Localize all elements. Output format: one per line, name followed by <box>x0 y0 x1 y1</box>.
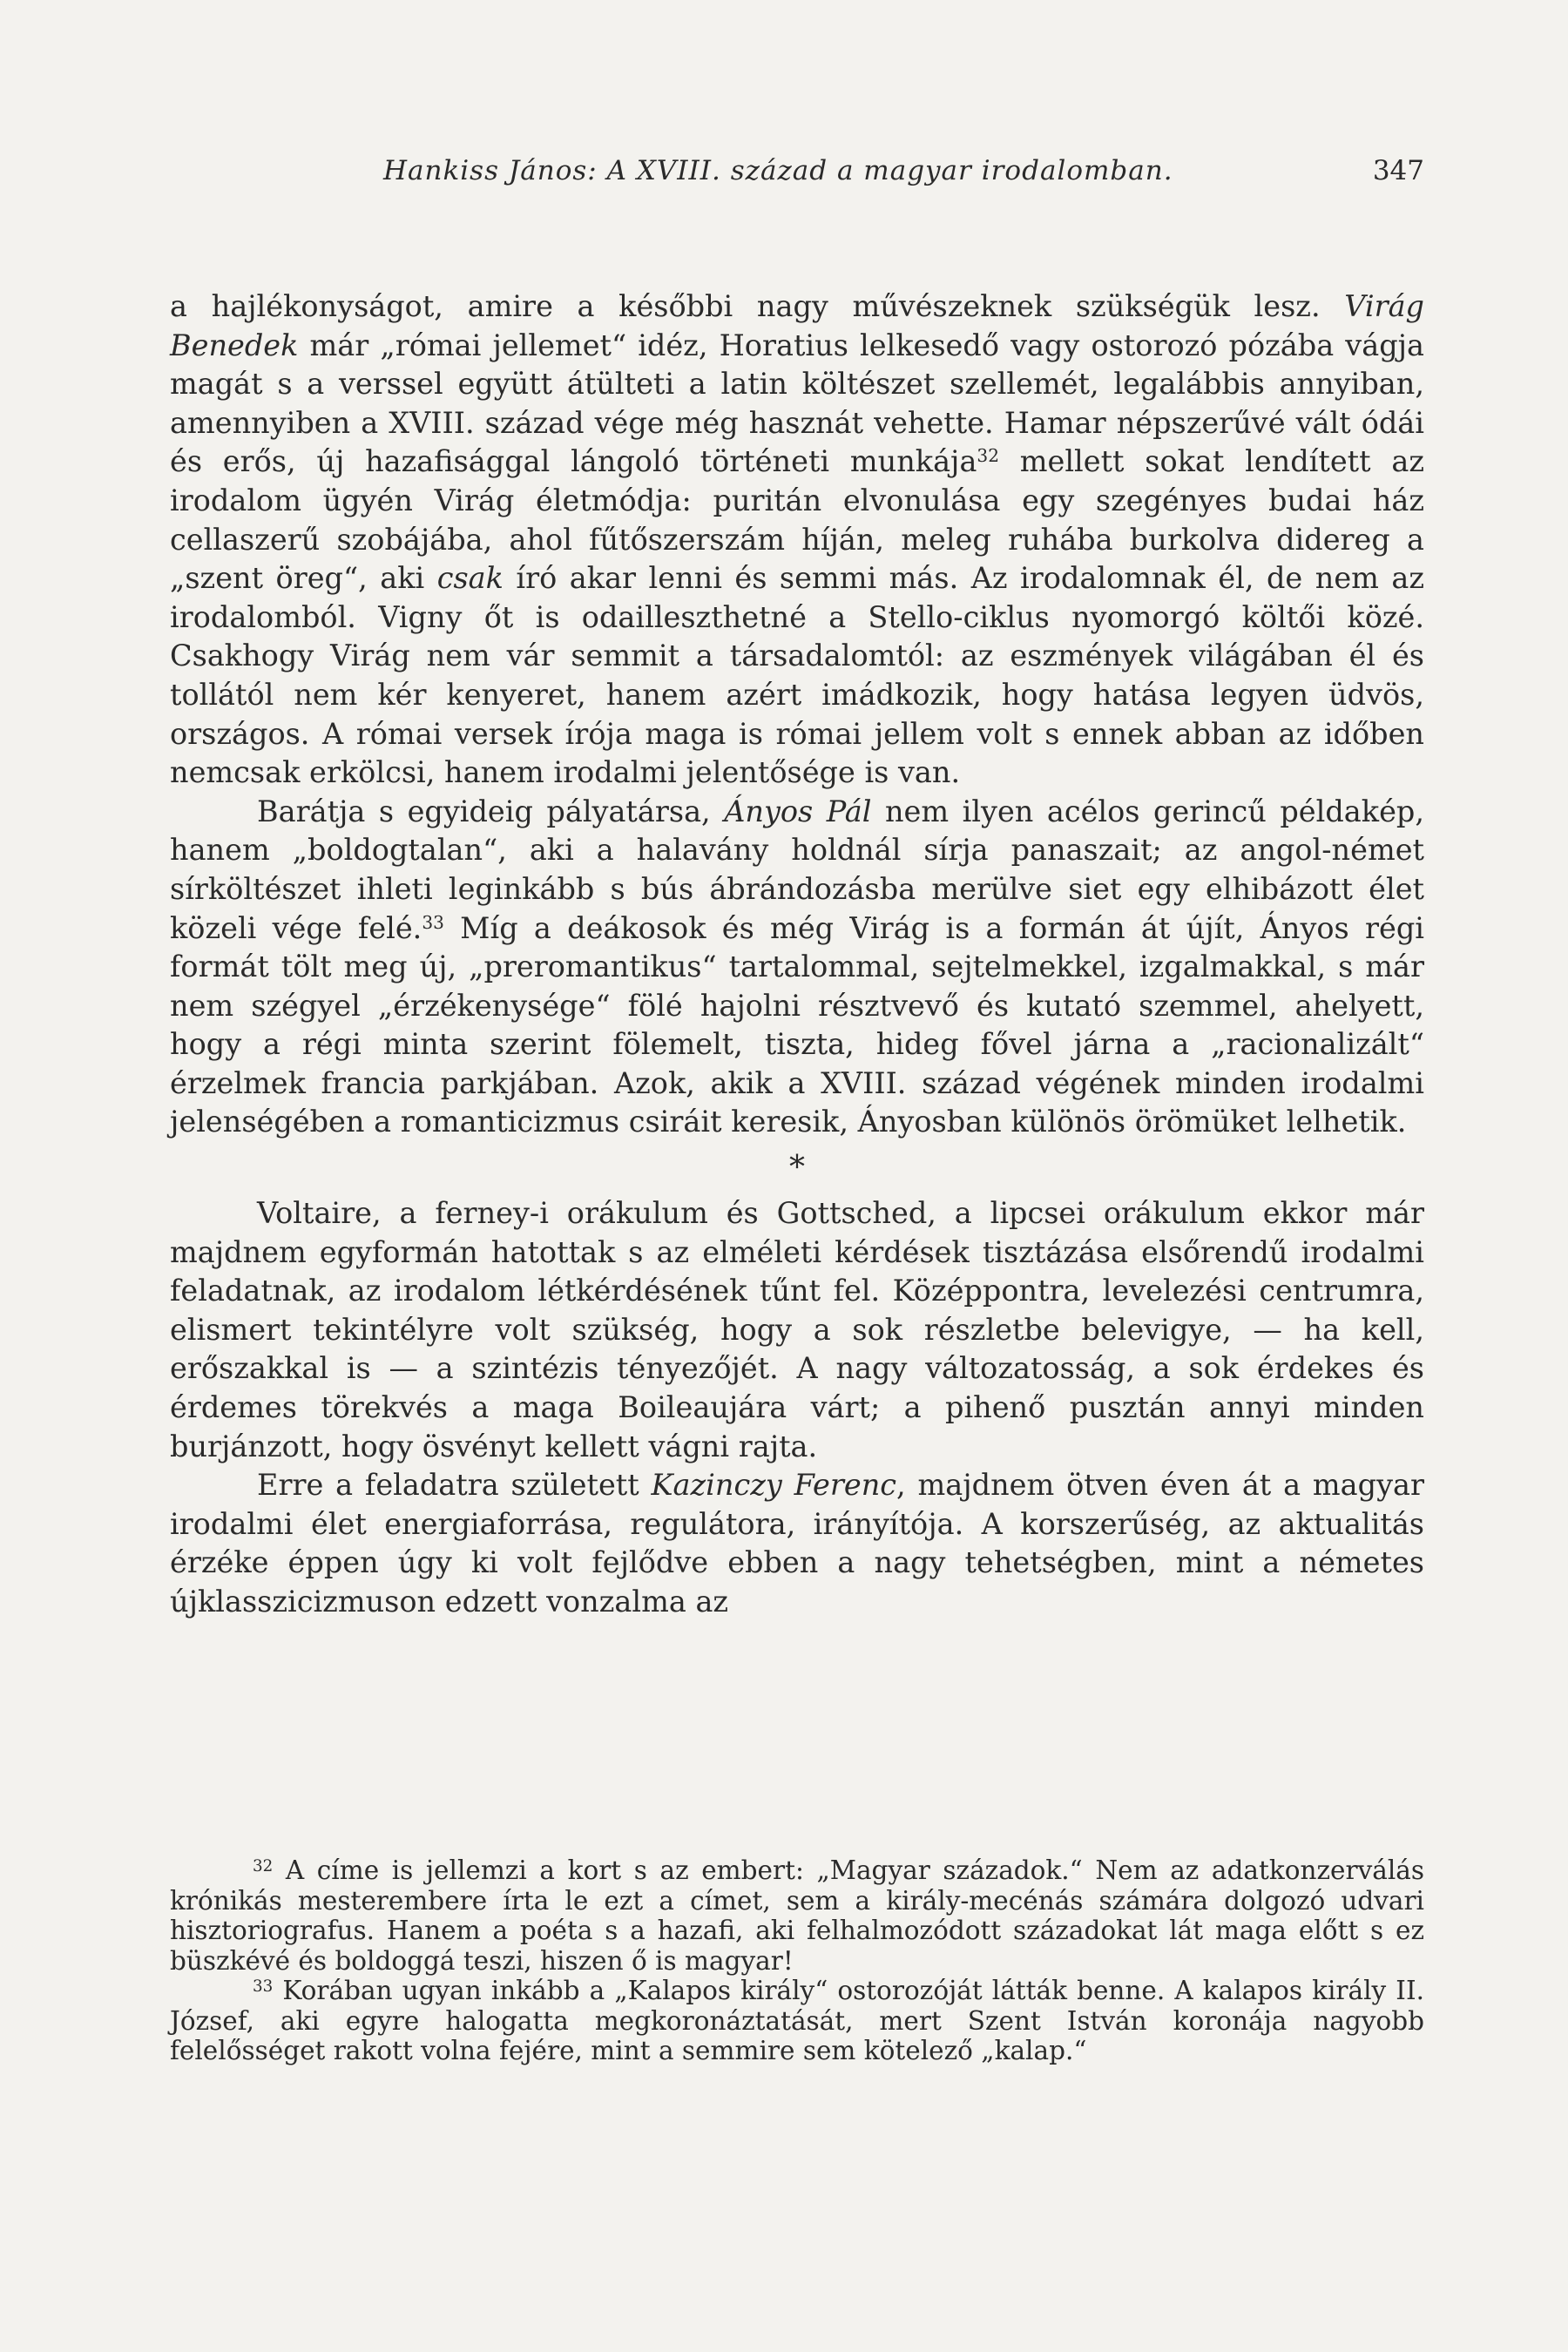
main-text <box>170 287 1424 1622</box>
name-anyos-pal: Ányos Pál <box>724 794 872 828</box>
paragraph-voltaire: Voltaire, a ferney-i orákulum és Gottsched, a lipcsei orákulum ekkor már majdnem egyformán hatottak s az elméleti kérdések tisztázása elsőrendű irodalmi feladatnak, az irodalom létkérdésének tűnt fel. Középpontra, levelezési centrumra, elismert tekintélyre volt szükség, hogy a sok részletbe belevigye, — ha kell, erőszakkal is — a szintézis tényezőjét. A nagy változatosság, a sok érdekes és érdemes törekvés a maga Boileaujára várt; a pihenő pusztán annyi minden burjánzott, hogy ösvényt kellett vágni rajta. <box>170 1196 1424 1463</box>
text-run: , majdnem ötven éven át a magyar irodalmi élet energiaforrása, regulátora, irányítója. A korszerűség, az aktualitás érzéke éppen úgy ki volt fejlődve ebben a nagy tehetségben, mint a németes újklasszicizmuson edzett vonzalma az <box>170 1468 1424 1619</box>
text-run: Barátja s egyideig pályatársa, <box>257 794 725 828</box>
running-header <box>170 155 1424 197</box>
page-number: 347 <box>1372 155 1424 186</box>
footnote-text: A címe is jellemzi a kort s az embert: „Magyar századok.“ Nem az adatkonzerválás krónikás mesterembere írta le ezt a címet, sem a király-mecénás számára dolgozó udvari hisztoriografus. Hanem a poéta s a hazafi, aki felhalmozódott századokat lát maga előtt s ez büszkévé és boldoggá teszi, hiszen ő is magyar! <box>170 1855 1424 1976</box>
footnote-33 <box>170 1976 1424 2066</box>
text-run: a hajlékonyságot, amire a későbbi nagy művészeknek szükségük lesz. <box>170 289 1345 323</box>
name-virag-benedek: Virág Benedek <box>170 289 1424 362</box>
paragraph-anyos <box>170 793 1424 1142</box>
footnote-ref-33: 33 <box>422 911 444 933</box>
text-run: nem ilyen acélos gerincű példakép, hanem „boldogtalan“, aki a halavány holdnál sírja panaszait; az angol-német sírköltészet ihleti leginkább s bús ábrándozásba merülve siet egy elhibázott élet közeli vége felé. <box>170 794 1424 945</box>
footnote-32 <box>170 1855 1424 1976</box>
emphasis-csak: csak <box>436 561 504 596</box>
footnote-text: Korában ugyan inkább a „Kalapos király“ ostorozóját látták benne. A kalapos király II. József, aki egyre halogatta megkoronáztatását, mert Szent István koronája nagyobb felelősséget rakott volna fejére, mint a semmire sem kötelező „kalap.“ <box>170 1976 1424 2065</box>
text-run: Erre a feladatra született <box>257 1468 652 1503</box>
text-run: író akar lenni és semmi más. Az irodalomnak él, de nem az irodalomból. Vigny őt is odailleszthetné a Stello-ciklus nyomorgó költői közé. Csakhogy Virág nem vár semmit a társadalomtól: az eszmények világában él és tollától nem kér kenyeret, hanem azért imádkozik, hogy hatása legyen üdvös, országos. A római versek írója maga is római jellem volt s ennek abban az időben nemcsak erkölcsi, hanem irodalmi jelentősége is van. <box>170 561 1425 790</box>
footnote-mark: 33 <box>253 1977 274 1996</box>
section-separator: * <box>789 1150 805 1186</box>
text-run: már „római jellemet“ idéz, Horatius lelkesedő vagy ostorozó pózába vágja magát s a verssel együtt átülteti a latin költészet szellemét, legalábbis annyiban, amennyiben a XVIII. század vége még hasznát vehette. Hamar népszerűvé vált ódái és erős, új hazafisággal lángoló történeti munkája <box>170 328 1424 479</box>
footnotes <box>170 1855 1424 2066</box>
text-run: Míg a deákosok és még Virág is a formán át újít, Ányos régi formát tölt meg új, „preromantikus“ tartalommal, sejtelmekkel, izgalmakkal, s már nem szégyel „érzékenysége“ fölé hajolni résztvevő és kutató szemmel, ahelyett, hogy a régi minta szerint fölemelt, tiszta, hideg fővel járna a „racionalizált“ érzelmek francia parkjában. Azok, akik a XVIII. század végének minden irodalmi jelenségében a romanticizmus csiráit keresik, Ányosban különös örömüket lelhetik. <box>170 910 1424 1139</box>
paragraph-kazinczy <box>170 1466 1424 1621</box>
footnote-mark: 32 <box>253 1856 274 1876</box>
footnote-ref-32: 32 <box>977 445 999 467</box>
running-title: Hankiss János: A XVIII. század a magyar irodalomban. <box>383 155 1173 186</box>
paragraph-virag <box>170 287 1424 793</box>
text-run: mellett sokat lendített az irodalom ügyén Virág életmódja: puritán elvonulása egy szegényes budai ház cellaszerű szobájába, ahol fűtőszerszám híján, meleg ruhába burkolva didereg a „szent öreg“, aki <box>170 444 1424 596</box>
name-kazinczy-ferenc: Kazinczy Ferenc <box>651 1468 897 1503</box>
